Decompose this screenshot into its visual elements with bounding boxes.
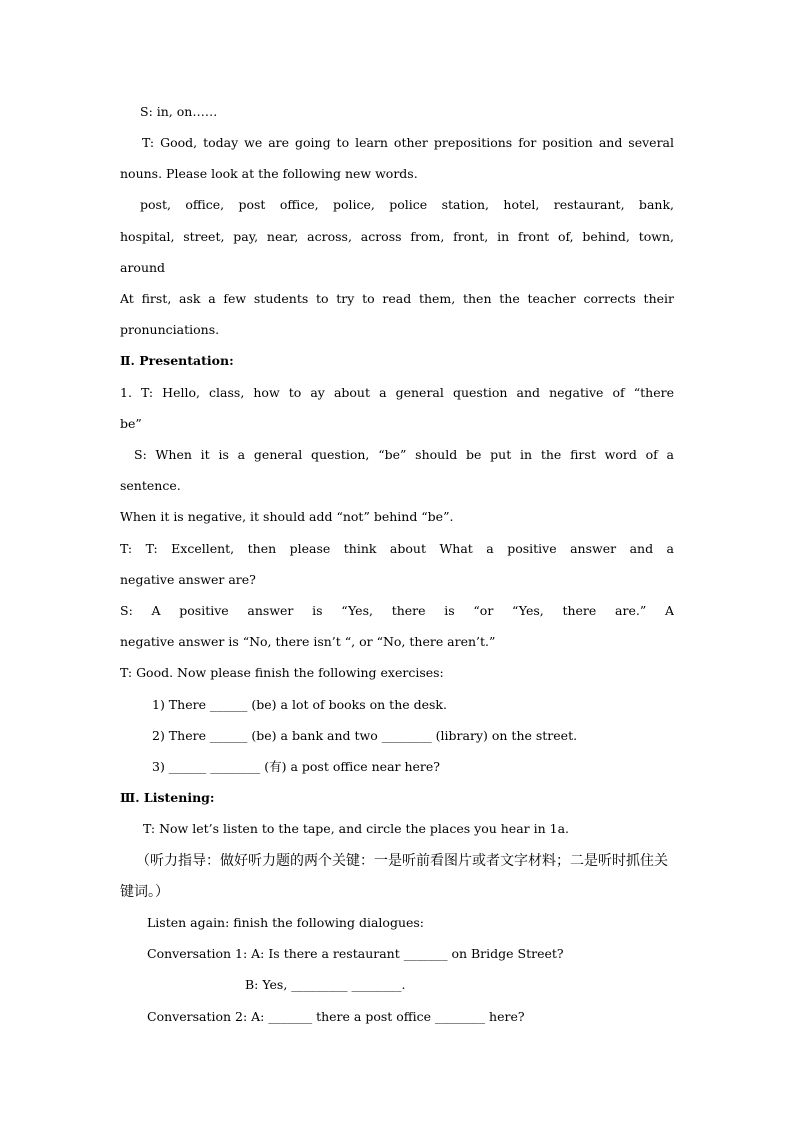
listening-tip-line-2: 键词。） — [120, 884, 169, 900]
dialogue-line-continued: be” — [120, 416, 142, 431]
dialogue-line-teacher-question: 1. T: Hello, class, how to ay about a general question and negative of “there — [120, 385, 674, 400]
vocabulary-line-1: post, office, post office, police, police station, hotel, restaurant, bank, — [140, 197, 674, 212]
dialogue-line-teacher-excellent: T: T: Excellent, then please think about What a positive answer and a — [120, 541, 674, 556]
listening-tip-line-1: （听力指导：做好听力题的两个关键：一是听前看图片或者文字材料；二是听时抓住关 — [136, 853, 668, 869]
vocabulary-line-3: around — [120, 260, 166, 275]
dialogue-line-continued: sentence. — [120, 478, 181, 493]
listening-instruction: Listen again: finish the following dialogues: — [147, 915, 425, 930]
exercise-item-3: 3) ______ ________ (有) a post office near here? — [152, 759, 440, 774]
exercise-item-1: 1) There ______ (be) a lot of books on the desk. — [152, 697, 447, 712]
dialogue-line-negative-rule: When it is negative, it should add “not” behind “be”. — [120, 509, 454, 524]
conversation-1-line-b: B: Yes, _________ ________. — [245, 977, 406, 992]
dialogue-line-students-answer: S: in, on…… — [140, 104, 218, 119]
instruction-line-continued: pronunciations. — [120, 322, 220, 337]
vocabulary-line-2: hospital, street, pay, near, across, across from, front, in front of, behind, town, — [120, 229, 674, 244]
dialogue-line-student-answers: S: A positive answer is “Yes, there is “or “Yes, there are.” A — [120, 603, 674, 618]
dialogue-line-continued: negative answer is “No, there isn’t “, or “No, there aren’t.” — [120, 634, 496, 649]
dialogue-line-teacher-intro: T: Good, today we are going to learn other prepositions for position and several — [142, 135, 674, 150]
dialogue-line-teacher-exercises: T: Good. Now please finish the following exercises: — [120, 665, 444, 680]
conversation-1-line-a: Conversation 1: A: Is there a restaurant _______ on Bridge Street? — [147, 946, 564, 961]
dialogue-line-teacher-listen: T: Now let’s listen to the tape, and circle the places you hear in 1a. — [143, 821, 570, 836]
dialogue-line-continued: negative answer are? — [120, 572, 256, 587]
conversation-2-line-a: Conversation 2: A: _______ there a post office ________ here? — [147, 1009, 525, 1024]
section-heading-listening: Ⅲ. Listening: — [120, 790, 215, 805]
instruction-line: At first, ask a few students to try to read them, then the teacher corrects their — [120, 291, 674, 306]
text-line: nouns. Please look at the following new words. — [120, 166, 418, 181]
dialogue-line-student-reply: S: When it is a general question, “be” should be put in the first word of a — [134, 447, 674, 462]
section-heading-presentation: Ⅱ. Presentation: — [120, 353, 234, 368]
exercise-item-2: 2) There ______ (be) a bank and two ________ (library) on the street. — [152, 728, 578, 743]
